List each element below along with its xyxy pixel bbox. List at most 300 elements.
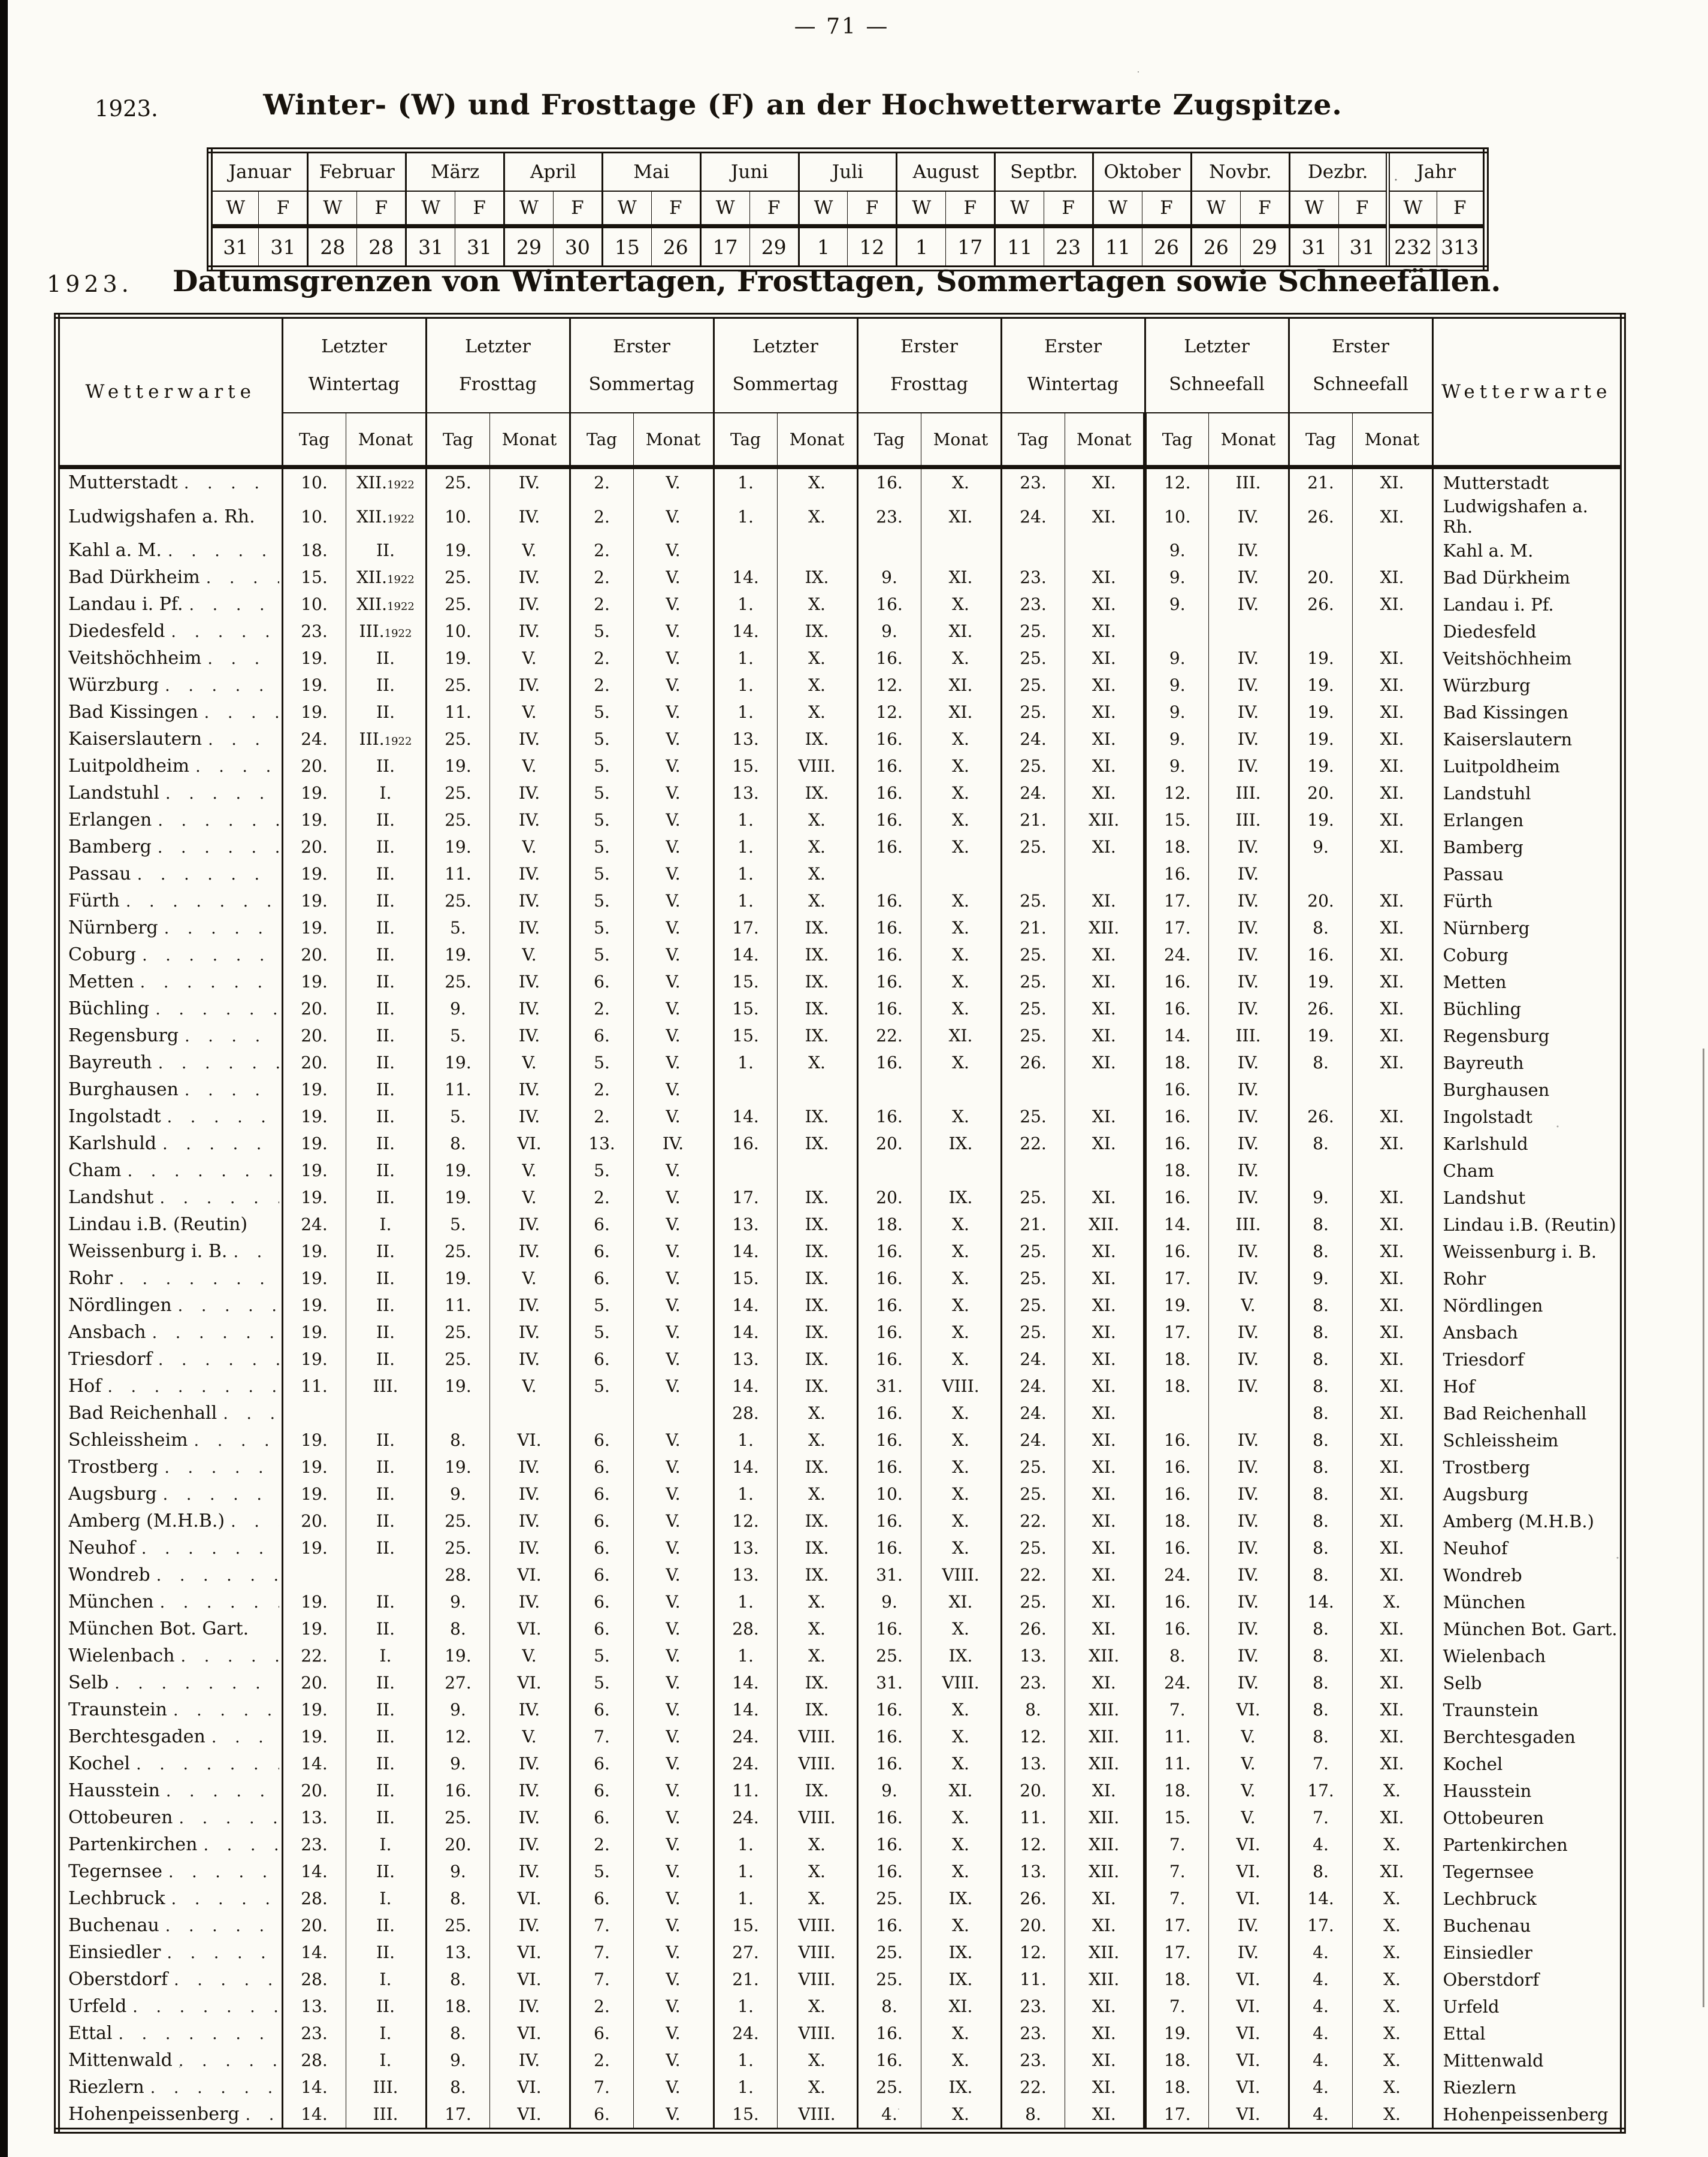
station-cell-right: Fürth (1432, 887, 1623, 914)
monat-cell: II. (346, 672, 426, 699)
monat-cell: X. (777, 467, 857, 497)
station-name: Hausstein (68, 1780, 160, 1801)
station-name-wrap (68, 1591, 279, 1612)
station-name: Veitshöchheim (68, 648, 202, 669)
tag-cell: 8. (1001, 2101, 1065, 2131)
station-cell-left (57, 887, 282, 914)
dot-leader (227, 1241, 279, 1262)
station-cell-right: Ottobeuren (1432, 1804, 1623, 1831)
monat-cell: V. (633, 1561, 714, 1588)
monat-cell: X. (921, 1723, 1001, 1750)
tag-cell: 14. (1145, 1211, 1208, 1238)
table-row (57, 1022, 1623, 1049)
monat-cell: XI. (1065, 1265, 1145, 1292)
monat-cell: VIII. (777, 1939, 857, 1966)
table-row (57, 564, 1623, 591)
tag-subheader-cell: Tag (714, 413, 777, 467)
monat-cell: XI. (1065, 1346, 1145, 1373)
monat-cell: X. (921, 1534, 1001, 1561)
monat-cell: IV. (1208, 753, 1289, 780)
tag-cell: 16. (1145, 1238, 1208, 1265)
month-header-cell: Januar (210, 150, 308, 191)
monat-cell: IV. (489, 860, 570, 887)
monat-cell: VI. (1208, 1885, 1289, 1912)
monat-cell: I. (346, 1211, 426, 1238)
table-row (57, 833, 1623, 860)
monat-cell: XI. (1065, 1130, 1145, 1157)
month-header-cell: Mai (602, 150, 700, 191)
dot-leader (152, 1052, 279, 1073)
w-header-cell: W (799, 191, 848, 226)
tag-cell: 18. (1145, 2074, 1208, 2101)
tag-cell: 25. (1001, 753, 1065, 780)
monat-cell: VIII. (777, 753, 857, 780)
monat-cell: XI. (1352, 1508, 1432, 1534)
monat-cell (346, 1561, 426, 1588)
table-row (57, 780, 1623, 806)
month-header-cell: März (406, 150, 504, 191)
station-name: Regensburg (68, 1025, 179, 1046)
tag-cell: 11. (426, 699, 489, 726)
tag-cell: 16. (857, 1615, 921, 1642)
station-name-wrap (68, 567, 279, 588)
w-header-cell: W (897, 191, 946, 226)
station-header-left: Wetterwarte (57, 316, 282, 467)
monat-cell: XI. (1065, 1400, 1145, 1427)
monat-cell: IV. (489, 968, 570, 995)
station-name-wrap (68, 890, 279, 911)
monat-cell: X. (921, 968, 1001, 995)
monat-cell: XI. (1065, 645, 1145, 672)
monat-cell: IV. (1208, 1561, 1289, 1588)
monat-cell: XI. (1065, 753, 1145, 780)
tag-cell: 19. (426, 1184, 489, 1211)
tag-cell: 8. (1289, 1481, 1352, 1508)
monat-cell: XII.1922 (346, 496, 426, 537)
monat-cell: X. (777, 1049, 857, 1076)
tag-cell: 19. (426, 1049, 489, 1076)
tag-cell: 13. (714, 1211, 777, 1238)
table-row (57, 860, 1623, 887)
monat-cell: II. (346, 1696, 426, 1723)
w-value-cell: 15 (602, 226, 651, 269)
station-name: Bayreuth (68, 1052, 152, 1073)
monat-cell: XI. (1065, 1319, 1145, 1346)
monat-cell: X. (921, 780, 1001, 806)
monat-cell: XII.1922 (346, 467, 426, 497)
tag-cell: 1. (714, 806, 777, 833)
table-row (57, 1750, 1623, 1777)
dot-leader (179, 1025, 279, 1046)
station-cell-left (57, 806, 282, 833)
station-name-wrap (68, 472, 279, 493)
monat-cell: IV. (1208, 1939, 1289, 1966)
tag-cell: 16. (1145, 1481, 1208, 1508)
zugspitze-year-label: 1923. (95, 96, 158, 122)
tag-cell (1289, 618, 1352, 645)
monat-cell: IV. (1208, 591, 1289, 618)
monat-cell: V. (633, 537, 714, 564)
dot-leader (149, 998, 279, 1019)
monat-cell: V. (633, 968, 714, 995)
tag-cell: 5. (570, 1049, 633, 1076)
tag-cell: 24. (1145, 1561, 1208, 1588)
station-cell-left (57, 1615, 282, 1642)
f-value-cell: 17 (946, 226, 995, 269)
table-row (57, 968, 1623, 995)
monat-cell: IV. (1208, 537, 1289, 564)
monat-cell: XI. (1352, 1319, 1432, 1346)
monat-cell: IV. (1208, 1319, 1289, 1346)
tag-cell: 13. (714, 1346, 777, 1373)
tag-cell: 8. (426, 1615, 489, 1642)
tag-cell: 9. (857, 618, 921, 645)
monat-cell: XI. (1352, 995, 1432, 1022)
f-header-cell: F (1142, 191, 1192, 226)
monat-cell: XI. (1352, 968, 1432, 995)
table-row (57, 1588, 1623, 1615)
table-row (57, 2101, 1623, 2131)
monat-cell: X. (921, 1319, 1001, 1346)
monat-cell: XI. (1065, 618, 1145, 645)
station-cell-right: Ingolstadt (1432, 1103, 1623, 1130)
station-cell-right: Bad Kissingen (1432, 699, 1623, 726)
monat-cell: V. (489, 833, 570, 860)
station-name-wrap (68, 2104, 279, 2125)
station-cell-left (57, 1427, 282, 1454)
w-header-cell: W (406, 191, 455, 226)
monat-cell: IV. (489, 1292, 570, 1319)
dot-leader (144, 2077, 279, 2098)
tag-cell: 25. (1001, 1454, 1065, 1481)
monat-cell: V. (633, 1427, 714, 1454)
tag-cell: 16. (857, 780, 921, 806)
monat-cell: X. (921, 1346, 1001, 1373)
tag-cell: 27. (714, 1939, 777, 1966)
station-cell-left (57, 860, 282, 887)
table-row (57, 995, 1623, 1022)
station-cell-left (57, 564, 282, 591)
tag-cell: 13. (1001, 1642, 1065, 1669)
station-name: Fürth (68, 890, 120, 911)
group-header-line2: Wintertag (308, 374, 400, 395)
tag-cell: 19. (282, 1265, 346, 1292)
tag-cell: 9. (1289, 1265, 1352, 1292)
monat-cell: X. (777, 1400, 857, 1427)
tag-cell: 24. (1145, 941, 1208, 968)
tag-cell: 24. (1001, 1400, 1065, 1427)
station-name-wrap (68, 1564, 279, 1585)
monat-cell: VIII. (777, 1912, 857, 1939)
group-header-lines (283, 319, 425, 412)
tag-cell (282, 1400, 346, 1427)
monat-cell: X. (1352, 2020, 1432, 2047)
monat-cell: IV. (489, 1076, 570, 1103)
tag-cell: 19. (282, 1130, 346, 1157)
wf-header-row (210, 191, 1486, 226)
monat-cell: IV. (489, 467, 570, 497)
tag-cell: 9. (426, 2047, 489, 2074)
monat-cell: XI. (921, 1022, 1001, 1049)
monat-cell: II. (346, 1588, 426, 1615)
station-name-wrap (68, 1672, 279, 1693)
station-cell-left (57, 1292, 282, 1319)
tag-cell: 16. (1289, 941, 1352, 968)
tag-cell: 19. (1289, 672, 1352, 699)
tag-cell: 19. (282, 1346, 346, 1373)
station-cell-right: Landau i. Pf. (1432, 591, 1623, 618)
dot-leader (225, 1510, 279, 1531)
tag-cell: 24. (1001, 496, 1065, 537)
monat-cell: V. (633, 1615, 714, 1642)
monat-cell: IV. (1208, 941, 1289, 968)
dot-leader (205, 1726, 279, 1747)
tag-cell: 24. (714, 1804, 777, 1831)
monat-cell: IV. (1208, 968, 1289, 995)
tag-cell: 16. (857, 1508, 921, 1534)
table-row (57, 1993, 1623, 2020)
monat-cell: IV. (1208, 887, 1289, 914)
station-name: Ettal (68, 2023, 113, 2044)
monat-cell: VI. (1208, 2101, 1289, 2131)
monat-cell: VI. (489, 1966, 570, 1993)
table-row (57, 1265, 1623, 1292)
tag-cell: 14. (714, 1373, 777, 1400)
tag-cell: 16. (857, 1346, 921, 1373)
month-header-row (210, 150, 1486, 191)
station-name-wrap (68, 783, 279, 803)
tag-cell: 25. (426, 1319, 489, 1346)
month-header-cell: Dezbr. (1289, 150, 1387, 191)
tag-cell: 16. (1145, 860, 1208, 887)
monat-cell: IV. (1208, 645, 1289, 672)
tag-cell: 16. (857, 806, 921, 833)
monat-cell: VI. (1208, 1696, 1289, 1723)
monat-cell: X. (921, 1103, 1001, 1130)
tag-cell: 24. (1001, 726, 1065, 753)
station-cell-left (57, 1022, 282, 1049)
monat-cell: II. (346, 1184, 426, 1211)
monat-cell: IV. (489, 1750, 570, 1777)
station-header-right: Wetterwarte (1432, 316, 1623, 467)
tag-cell: 19. (282, 1615, 346, 1642)
station-cell-left (57, 1939, 282, 1966)
tag-cell: 19. (282, 1157, 346, 1184)
station-name: Buchenau (68, 1915, 159, 1936)
monat-cell: XI. (1352, 699, 1432, 726)
table-row (57, 753, 1623, 780)
station-cell-left (57, 1534, 282, 1561)
monat-cell: IX. (777, 1534, 857, 1561)
tag-cell: 12. (1001, 1831, 1065, 1858)
tag-cell: 9. (1145, 645, 1208, 672)
station-cell-right: Berchtesgaden (1432, 1723, 1623, 1750)
station-name: Mittenwald (68, 2050, 173, 2071)
monat-cell: V. (633, 806, 714, 833)
tag-cell: 1. (714, 1858, 777, 1885)
tag-cell: 1. (714, 1993, 777, 2020)
station-cell-left (57, 1696, 282, 1723)
tag-cell: 18. (1145, 1777, 1208, 1804)
tag-cell: 16. (857, 1831, 921, 1858)
tag-cell: 5. (570, 914, 633, 941)
monat-cell: IV. (1208, 833, 1289, 860)
station-name: Weissenburg i. B. (68, 1241, 228, 1262)
monat-cell: XI. (1065, 591, 1145, 618)
station-name: Ansbach (68, 1322, 146, 1343)
monat-cell: IV. (1208, 1103, 1289, 1130)
station-cell-left (57, 968, 282, 995)
dot-leader (113, 1268, 279, 1289)
station-cell-left (57, 1858, 282, 1885)
tag-cell: 10. (426, 496, 489, 537)
monat-cell: V. (633, 1885, 714, 1912)
monat-cell: XI. (1352, 753, 1432, 780)
tag-cell: 16. (857, 467, 921, 497)
tag-cell: 1. (714, 1831, 777, 1858)
table-row (57, 2020, 1623, 2047)
group-header-cell (282, 316, 426, 413)
month-header-cell: Jahr (1387, 150, 1486, 191)
monat-cell: X. (921, 1508, 1001, 1534)
monat-cell (1352, 1157, 1432, 1184)
station-name-wrap (68, 1322, 279, 1343)
station-name-wrap (68, 1861, 279, 1882)
tag-cell: 6. (570, 1211, 633, 1238)
monat-cell: XI. (1352, 1373, 1432, 1400)
tag-subheader-cell: Tag (857, 413, 921, 467)
station-cell-right: München (1432, 1588, 1623, 1615)
tag-cell: 13. (570, 1130, 633, 1157)
tag-cell: 4. (1289, 1831, 1352, 1858)
tag-cell: 25. (426, 887, 489, 914)
monat-cell: IV. (489, 1238, 570, 1265)
station-name-wrap (68, 971, 279, 992)
tag-cell: 16. (857, 753, 921, 780)
tag-cell: 16. (1145, 1130, 1208, 1157)
monat-cell: II. (346, 833, 426, 860)
monat-cell: II. (346, 1481, 426, 1508)
tag-cell: 18. (1145, 1157, 1208, 1184)
tag-cell: 19. (426, 1454, 489, 1481)
monat-cell: II. (346, 1912, 426, 1939)
monat-cell: V. (489, 941, 570, 968)
tag-cell: 19. (282, 1238, 346, 1265)
monat-cell: II. (346, 995, 426, 1022)
station-cell-right: Metten (1432, 968, 1623, 995)
tag-cell: 6. (570, 1588, 633, 1615)
monat-cell: V. (633, 1454, 714, 1481)
tag-cell: 16. (857, 1534, 921, 1561)
monat-cell: V. (633, 672, 714, 699)
f-header-cell: F (455, 191, 504, 226)
monat-cell: XI. (1065, 2074, 1145, 2101)
tag-cell: 25. (426, 1346, 489, 1373)
station-name: Rohr (68, 1268, 113, 1289)
tag-cell: 14. (714, 1238, 777, 1265)
tag-cell: 16. (857, 1265, 921, 1292)
tag-cell: 20. (282, 941, 346, 968)
w-value-cell: 26 (1191, 226, 1240, 269)
monat-cell: V. (633, 1238, 714, 1265)
tag-cell: 22. (1001, 1508, 1065, 1534)
monat-cell: IV. (489, 1022, 570, 1049)
monat-cell: II. (346, 645, 426, 672)
monat-cell: IX. (921, 2074, 1001, 2101)
monat-cell: XI. (1352, 914, 1432, 941)
tag-cell: 17. (1145, 887, 1208, 914)
tag-cell: 25. (426, 672, 489, 699)
tag-cell: 16. (857, 968, 921, 995)
tag-cell: 26. (1289, 995, 1352, 1022)
tag-cell (570, 1400, 633, 1427)
group-header-line2: Sommertag (732, 374, 839, 395)
monat-cell: X. (1352, 1777, 1432, 1804)
monat-cell: X. (1352, 1939, 1432, 1966)
monat-cell: IX. (921, 1642, 1001, 1669)
tag-cell: 1. (714, 1481, 777, 1508)
tag-cell: 2. (570, 2047, 633, 2074)
tag-cell: 8. (1289, 1238, 1352, 1265)
dot-leader (126, 1996, 279, 2017)
tag-cell: 7. (1145, 1885, 1208, 1912)
station-name: Lechbruck (68, 1888, 165, 1909)
monat-cell: X. (921, 887, 1001, 914)
w-value-cell: 29 (504, 226, 554, 269)
table-row (57, 1858, 1623, 1885)
station-cell-left (57, 1103, 282, 1130)
station-name-wrap (68, 1349, 279, 1370)
monat-cell: X. (777, 1885, 857, 1912)
table-row (57, 1184, 1623, 1211)
tag-cell: 25. (1001, 672, 1065, 699)
year-suffix: 1922 (387, 600, 415, 613)
station-name-wrap (68, 1753, 279, 1774)
year-suffix: 1922 (384, 627, 412, 640)
tag-subheader-cell: Tag (570, 413, 633, 467)
station-cell-left (57, 1750, 282, 1777)
w-value-cell: 31 (406, 226, 455, 269)
tag-cell: 8. (426, 1130, 489, 1157)
monat-cell: XII.1922 (346, 564, 426, 591)
monat-cell: V. (489, 1157, 570, 1184)
monat-cell: IX. (777, 1669, 857, 1696)
monat-cell: V. (633, 1966, 714, 1993)
monat-cell: V. (633, 887, 714, 914)
station-cell-left (57, 1400, 282, 1427)
tag-cell: 2. (570, 467, 633, 497)
tag-cell: 8. (1289, 1561, 1352, 1588)
monat-cell: XI. (1065, 1454, 1145, 1481)
tag-cell: 19. (426, 537, 489, 564)
tag-cell: 25. (1001, 941, 1065, 968)
tag-cell: 16. (857, 833, 921, 860)
monat-cell: XI. (1352, 645, 1432, 672)
monat-cell: XI. (1352, 1615, 1432, 1642)
monat-cell: XI. (1352, 1400, 1432, 1427)
monat-cell (1065, 860, 1145, 887)
monat-cell: III. (1208, 780, 1289, 806)
monat-cell: V. (1208, 1777, 1289, 1804)
monat-cell: V. (489, 699, 570, 726)
monat-cell: II. (346, 860, 426, 887)
monat-cell: V. (633, 1346, 714, 1373)
monat-cell: XI. (1065, 1292, 1145, 1319)
dot-leader (172, 1295, 279, 1316)
monat-cell: X. (777, 2074, 857, 2101)
group-header-cell (857, 316, 1001, 413)
monat-cell: IX. (921, 1184, 1001, 1211)
